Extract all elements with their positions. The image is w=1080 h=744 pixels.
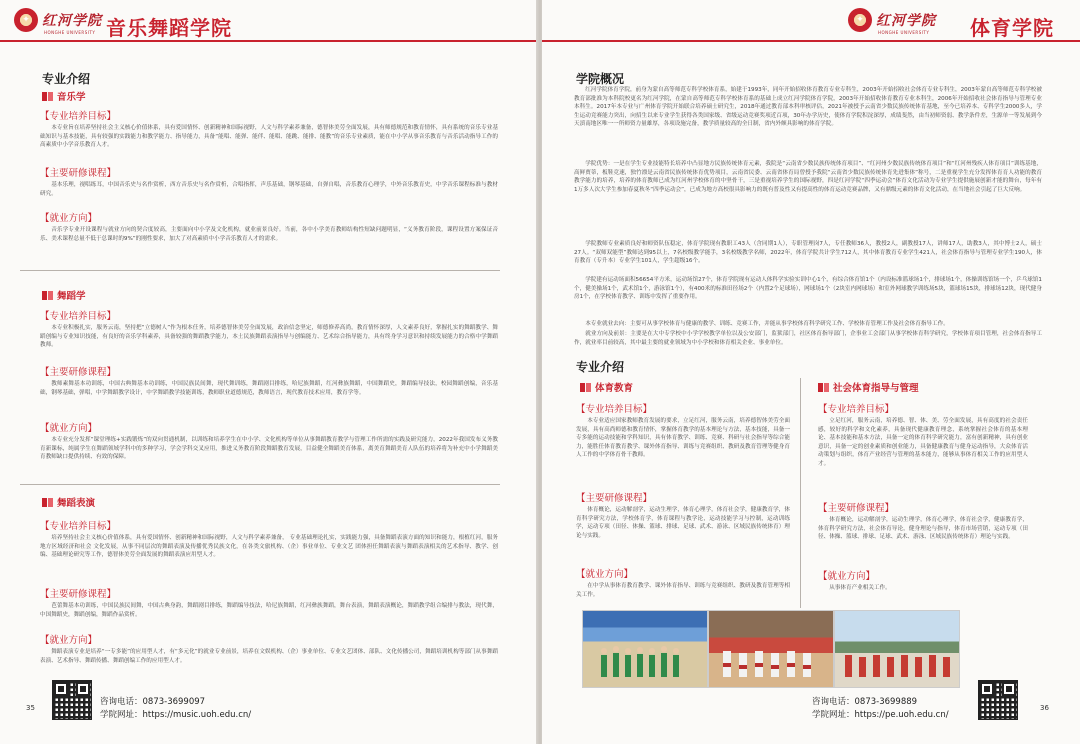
major-name: 舞蹈表演: [57, 498, 96, 509]
block-text: 在中学从事体育教育教学、课外体育指导、训练与竞赛组织、教研及教育管理等相关工作。: [576, 583, 790, 598]
page-number: 36: [1040, 704, 1049, 712]
block-text: 培养坚持社会主义核心价值体系，具有爱国情怀、创新精神和国际视野，人文与科学素养兼备， 专业基础理论扎实，实践能力强，具备舞蹈表演方面的知识和能力，根植红河，服务地方区域经济和社会 文化发展，从事不同层次的舞蹈表演及传播优秀民族文化，在各类文旅机构、（企）事业单位、专业文艺 团体担任舞蹈表演与舞蹈表演相关的艺术指导、教学、创编、基础理论研究等工作，德智体美劳全面发展的舞蹈表演应用型人才。: [40, 535, 498, 559]
overview-paragraph: 就业方向及前景：主要是在大中专学校中小学学校教学单位以及公安部门，监狱部门，社区体育指导部门，企事业工会部门从事学校体育科学研究，学校体育项目管理，社会体育指导工作，就业率目前较高，其中最主要的就业领域为中小学校和体育相关企业、事业单位。: [574, 331, 1042, 346]
block-text: 音乐学专业开设课程与就业方向的契合度较高，主要面向中小学及文化机构，就业前景良好。当前，各中小学美育教师结构性短缺问题明显，“义务教育阶段，课程设置方案保证音乐、美术课程总量不低于总课时的9%”的刚性要求，加大了对高素质中小学音乐教育人才的需求。: [40, 227, 498, 242]
block-label: 【专业培养目标】: [818, 404, 895, 415]
block-text: 体育概论，运动解剖学，运动生理学，体育心理学，体育社会学，健康教育学，体育科学研究方法，学校体育学，体育课程与教学论，运动技能学习与控制，运动训练学，运动专项（田径、体操、篮球、排球、足球、武术、游泳、区域民族传统体育）理论与实践。: [576, 507, 790, 539]
right-page: [542, 0, 1080, 744]
university-seal-icon: ✦: [848, 8, 872, 32]
block-text: 本专业积极扎实，服务云南，坚持把“立德树人”作为根本任务，培养德智体美劳全面发展，政治信念坚定，师德修养高尚，教育情怀深厚，人文素养良好，掌握扎实的舞蹈教学、舞蹈创编与专业知识技能，有良好的音乐学科素养，具备较强的舞蹈教学能力，本土民族舞蹈表演指导与创编能力、艺术综合指导能力，具有终身学习意识和持续发展能力的合格中学舞蹈教师。: [40, 325, 498, 349]
block-label: 【专业培养目标】: [576, 404, 653, 415]
block-label: 【专业培养目标】: [40, 521, 117, 532]
major-name: 体育教育: [595, 383, 634, 394]
photo-sports-event-banner: [582, 610, 708, 688]
block-text: 本专业适应国家教师教育发展的要求，立足红河，服务云南，培养德智体美劳全面发展，具有高尚师德和教育情怀，掌握体育教学的基本理论与方法，基本技能，具备一专多能的运动技能和学科知识，具有体育教学、训练、竞赛、科研与社会指导等综合能力，能胜任体育教育教学、课外体育指导、训练与竞赛组织、教研及教育管理等健身育人工作的中学体育骨干教师。: [576, 418, 790, 459]
photo-figures: [709, 611, 833, 687]
logo-text: 红河学院: [876, 13, 936, 29]
book-icon: [42, 92, 53, 101]
header-rule: [0, 40, 538, 42]
block-text: 舞蹈表演专业是培养“一专多能”的应用型人才，有“多元化”的就业专业前景，培养在文娱机构、（企）事业单位、专业文艺团体、部队、文化传播公司，舞蹈培训机构等部门从事舞蹈表演、艺术指导、舞蹈传播、舞蹈创编工作的应用型人才。: [40, 649, 498, 664]
block-text: 芭蕾舞基本功训练，中国民族民间舞，中国古典身韵，舞蹈剧目排练，舞蹈编导技法，哈尼族舞蹈，红河彝族舞蹈，舞台表演，舞蹈表演概论，舞蹈教学组合编排与教法，现代舞，中国舞蹈史，舞蹈创编，舞蹈作品赏析。: [40, 603, 498, 618]
block-text: 本专业充分发挥“课堂理练+实践锻炼”的双向贯通机制，以训练和培养学生在中小学、文化机构等单位从事舞蹈教育教学与管理工作所需的实践及研究能力，2022年我国发布义务教育新课标，纯属学生在舞蹈领域学科中的多种学习，学会学科交叉应用，推进义务教育阶段舞蹈教育发展，目益健全舞蹈美育体系，离美育舞蹈美育人队伍的培养将为补充中小学舞蹈美育教师缺口提供持续、有效的保障。: [40, 437, 498, 461]
block-label: 【就业方向】: [40, 635, 98, 646]
header-rule: [542, 40, 1080, 42]
block-label: 【就业方向】: [40, 213, 98, 224]
phone: 咨询电话：0873-3699889: [812, 697, 918, 707]
block-text: 本专业旨在培养坚持社会主义核心价值体系，具有爱国情怀、创新精神和国际视野，人文与科学素养兼备，德智体美劳全面发展，具有师德规范和教育情怀，具有系统的音乐专业基础知识与基本技能，具有较强的实践能力和教学能力、指导能力，具备“能唱、能弹、能伴、能唱、能跳、能排、能教”的音乐专业素质，能在中小学从事音乐教育与音乐活动指导工作的高素质中小学音乐教育人才。: [40, 125, 498, 149]
college-title: 体育学院: [970, 16, 1054, 40]
photo-performance-group: [708, 610, 834, 688]
divider: [20, 270, 500, 271]
major-heading: [42, 495, 95, 509]
book-icon: [42, 291, 53, 300]
university-logo: [848, 8, 936, 35]
block-text: 体育概论，运动解剖学，运动生理学，体育心理学，体育社会学，健康教育学，体育科学研究方法，社会体育导论，健身理论与指导，体育市场营销，运动专项（田径、体操、篮球、排球、足球、武术、游泳、区域民族传统体育）理论与实践。: [818, 517, 1028, 541]
section-title: 专业介绍: [576, 360, 625, 374]
logo-subtext: HONGHE UNIVERSITY: [44, 30, 96, 35]
block-text: 基本乐理，视唱练耳，中国音乐史与名作赏析，西方音乐史与名作赏析，合唱指挥，声乐基础，钢琴基础，自弹自唱，音乐教育心理学，中外音乐教育史，中学音乐课程标准与教材研究。: [40, 182, 498, 197]
major-name: 舞蹈学: [57, 291, 86, 302]
block-label: 【就业方向】: [818, 571, 876, 582]
block-text: 教师素舞基本功训练，中国古典舞基本功训练，中国民族民间舞，现代舞训练，舞蹈剧目排练，哈尼族舞蹈，红河彝族舞蹈，中国舞蹈史，舞蹈编导技法，校园舞蹈创编，音乐基础，钢琴基础，弹唱，中学舞蹈教学设计，中学舞蹈教学技能训练，教师职业道德规范，教师语言，现代教育技术应用，教育学等。: [40, 381, 498, 396]
block-label: 【主要研修课程】: [40, 589, 117, 600]
section-title: 专业介绍: [42, 72, 91, 86]
contact-info: [812, 696, 949, 722]
university-logo: [14, 8, 102, 35]
column-divider: [800, 378, 801, 608]
block-text: 立足红河，服务云南，培养德、智、体、美、劳全面发展，具有高度的社会责任感，较好的科学和文化素养，具备现代健康教育理念，系统掌握社会体育的基本理论、基本技能和基本方法，具备一定的体育科学研究能力，富有创新精神，具有创业意识，具备一定的创业素质和创业能力，具备健康教育与健身运动指导，大众体育活动策划与组织，体育产业经营与管理的基本能力，能够从事体育相关工作的应用型人才。: [818, 418, 1028, 467]
photo-figures: [835, 611, 959, 687]
divider: [20, 484, 500, 485]
major-heading: [42, 288, 86, 302]
right-header: [542, 0, 1080, 44]
photo-outdoor-group: [834, 610, 960, 688]
qr-code: [978, 680, 1018, 720]
book-icon: [42, 498, 53, 507]
book-icon: [818, 383, 829, 392]
block-label: 【主要研修课程】: [40, 367, 117, 378]
phone: 咨询电话：0873-3699097: [100, 697, 206, 707]
university-seal-icon: ✦: [14, 8, 38, 32]
contact-info: [100, 696, 251, 722]
block-label: 【专业培养目标】: [40, 311, 117, 322]
major-heading: [818, 380, 919, 394]
overview-paragraph: 学院建有运动场面积56654平方米，运动场馆27个，体育学院现有运动人体科学实验实训中心1个，有综合体育馆1个（内设标准篮球场1个，排球场1个，体操训练馆场一个，乒乓球馆1个，健美操场1个，武术馆1个，游泳馆1个），有400米的标准田径场2个（内置2个足球场），网球场1个（2块室内网球场）和室外网球教学训练场5块，篮球场15块，排球场12块，现代健身房1个，在学校体育教学、训练中发挥了重要作用。: [574, 277, 1042, 301]
qr-code: [52, 680, 92, 720]
block-label: 【主要研修课程】: [818, 503, 895, 514]
major-name: 社会体育指导与管理: [833, 383, 919, 394]
block-label: 【就业方向】: [40, 423, 98, 434]
college-title: 音乐舞蹈学院: [106, 16, 232, 40]
block-text: 从事体育产业相关工作。: [829, 585, 891, 591]
website-link[interactable]: 学院网址：https://pe.uoh.edu.cn/: [812, 710, 949, 720]
block-label: 【专业培养目标】: [40, 111, 117, 122]
logo-text: 红河学院: [42, 13, 102, 29]
block-label: 【主要研修课程】: [40, 168, 117, 179]
page-number: 35: [26, 704, 35, 712]
overview-paragraph: 学院优势：一是在学生专业技能特长培养中凸显地方民族传统体育元素，我院是“云南省少数民族传统体育项目”、“红河州少数民族传统体育项目”和“红河州残疾人体育项目”训练基地，高鲜贾蒂，板鞋竞速，独竹漂是云南省民族传统体育优势项目，云南省民委、云南省体育局曾授予我院“云南省少数民族传统体育先进集体”称号，二是重视学生充分发挥体育育人功能的教育教学能力的培养，培养的体育教师已成为红河州学校体育的中坚骨干，三是重视培养学生的国际视野，四是红河学院“四季运动会”体育文化活动为专业学生提供施展创新才能的舞台，每年有1万多人次大学生参加春夏秋冬“四季运动会”，已成为地方高校很具影响力的既有普及性又有提高性的体育运动竞赛品牌，又有鼎级元素的体育文化活动，在当地社会引起了巨大反响。: [574, 161, 1042, 193]
overview-paragraph: 本专业就业去向：主要可从事学校体育与健康的教学、训练、竞赛工作，并能从事学校体育科学研究工作、学校体育管理工作及社会体育指导工作。: [585, 321, 949, 327]
block-label: 【就业方向】: [576, 569, 634, 580]
overview-paragraph: 红河学院体育学院，前身为蒙自高等师范专科学校体育系，始建于1993年，同年开始招收体育教育专业专科生，2003年开始招收社会体育专业专科生，2003年蒙自高等师范专科学校被教育部批准为本科院校更名为红河学院，在蒙自高等师范专科学校体育系的基础上成立红河学院体育学院，2003年开始招收体育教育专业本科生，2006年开始招收社会体育指导与管理专业本科生。2017年本专业与广州体育学院开始联合培养硕士研究生，2018年通过教育部本科审核评估，2021年被授予云南省少数民族传统体育基地，至今已培养本、专科学生2000多人，学生运动竞赛能力突出，向招生以来专业学生获得各类国家级、省级运动竞赛奖项近百项，30年办学历史，使体育学院积淀深厚，成绩斐然，由当初师资弱、教学条件差，生源单一等发展到今天滇南地区唯一一所师资力量雄厚，各项设施完备，教学质量较高的全日制，省内外颇具影响的体育学院。: [574, 87, 1042, 128]
logo-subtext: HONGHE UNIVERSITY: [878, 30, 930, 35]
block-label: 【主要研修课程】: [576, 493, 653, 504]
major-heading: [42, 89, 86, 103]
overview-paragraph: 学院教师专业素质良好和师资队伍稳定，体育学院现有教职工43人（含同期1人），专职管理岗7人，专任教师36人，教授2人，副教授17人，讲师17人，助教3人，其中博士2人，硕士27人。“双师双能型”教师达到95以上，7名校级教学能手，3名校级教学名师，2022年，体育学院共计学生712人，其中体育教育专业学生421人，社会体育指导与管理专业学生190人，体育教育（专升本）专业学生101人，学生超级16个。: [574, 241, 1042, 265]
left-page: [0, 0, 538, 744]
major-heading: [580, 380, 633, 394]
overview-title: 学院概况: [576, 72, 625, 86]
website-link[interactable]: 学院网址：https://music.uoh.edu.cn/: [100, 710, 252, 720]
photo-figures: [583, 611, 707, 687]
left-header: [0, 0, 538, 44]
major-name: 音乐学: [57, 92, 86, 103]
book-icon: [580, 383, 591, 392]
